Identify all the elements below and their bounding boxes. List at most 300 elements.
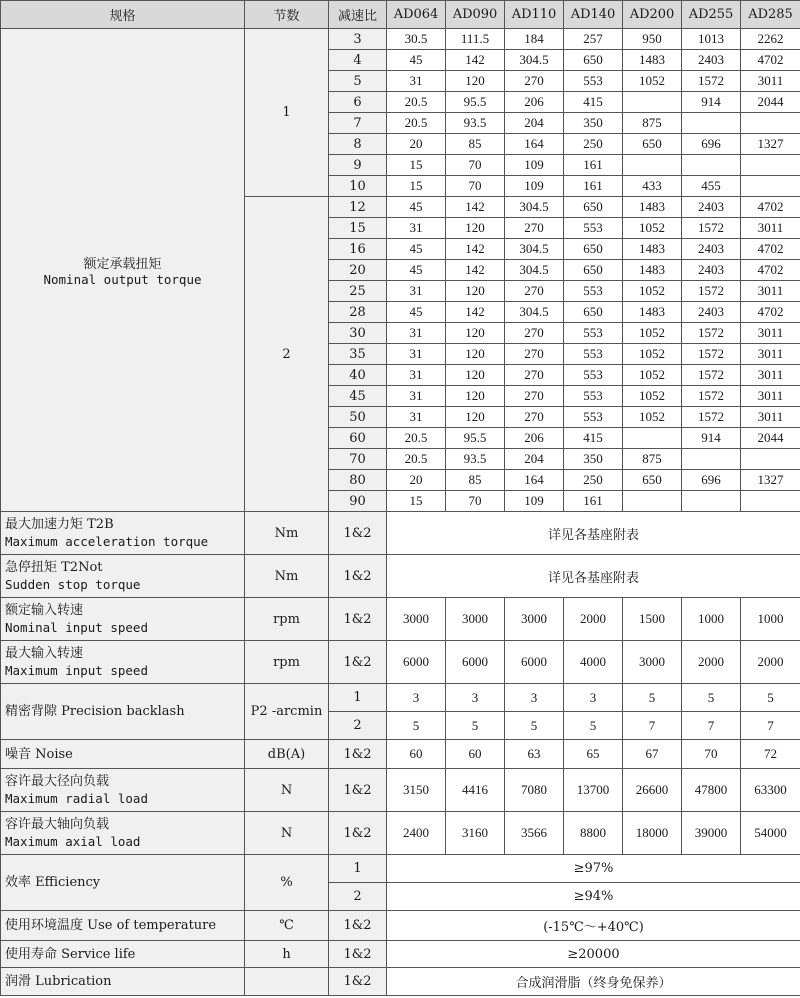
header-model: AD140 [564, 1, 623, 29]
nominal-speed-value: 1500 [623, 598, 682, 641]
torque-value: 204 [505, 449, 564, 470]
torque-value: 875 [623, 449, 682, 470]
torque-ratio: 12 [329, 197, 387, 218]
torque-value: 914 [682, 428, 741, 449]
torque-value: 45 [387, 260, 446, 281]
torque-value: 1052 [623, 407, 682, 428]
torque-value [741, 176, 800, 197]
nominal-speed-unit: rpm [245, 598, 329, 641]
nominal-speed-label-en: Nominal input speed [5, 620, 148, 635]
axial-load-unit: N [245, 812, 329, 855]
backlash-value: 3 [505, 684, 564, 712]
noise-value: 60 [446, 740, 505, 769]
nominal-speed-row [1, 598, 800, 641]
torque-value: 206 [505, 428, 564, 449]
torque-value: 1052 [623, 323, 682, 344]
nominal-speed-value: 1000 [682, 598, 741, 641]
service-life-label: 使用寿命 Service life [1, 941, 245, 968]
torque-value: 31 [387, 281, 446, 302]
radial-load-value: 26600 [623, 769, 682, 812]
torque-value: 257 [564, 29, 623, 50]
torque-value: 31 [387, 71, 446, 92]
torque-value: 553 [564, 365, 623, 386]
torque-value: 142 [446, 260, 505, 281]
lubrication-row [1, 968, 800, 996]
axial-load-value: 2400 [387, 812, 446, 855]
torque-ratio: 60 [329, 428, 387, 449]
noise-row [1, 740, 800, 769]
torque-value: 109 [505, 155, 564, 176]
torque-value: 433 [623, 176, 682, 197]
torque-ratio: 6 [329, 92, 387, 113]
axial-load-value: 8800 [564, 812, 623, 855]
torque-value: 1572 [682, 281, 741, 302]
torque-label-en: Nominal output torque [43, 272, 202, 287]
torque-value: 70 [446, 155, 505, 176]
torque-value: 650 [564, 260, 623, 281]
torque-value: 95.5 [446, 428, 505, 449]
torque-value: 875 [623, 113, 682, 134]
torque-value: 109 [505, 491, 564, 512]
radial-load-value: 7080 [505, 769, 564, 812]
torque-value: 31 [387, 365, 446, 386]
torque-value: 3011 [741, 218, 800, 239]
torque-value [682, 449, 741, 470]
torque-value: 304.5 [505, 50, 564, 71]
header-model: AD064 [387, 1, 446, 29]
torque-value: 93.5 [446, 449, 505, 470]
torque-ratio: 40 [329, 365, 387, 386]
noise-value: 63 [505, 740, 564, 769]
torque-value: 270 [505, 386, 564, 407]
header-stage: 节数 [245, 1, 329, 29]
torque-value: 120 [446, 407, 505, 428]
lubrication-stage: 1&2 [329, 968, 387, 996]
backlash-value: 5 [623, 684, 682, 712]
torque-value: 120 [446, 71, 505, 92]
torque-ratio: 70 [329, 449, 387, 470]
max-accel-stage: 1&2 [329, 512, 387, 555]
max-speed-value: 2000 [682, 641, 741, 684]
noise-unit: dB(A) [245, 740, 329, 769]
torque-value: 120 [446, 344, 505, 365]
max-speed-label-en: Maximum input speed [5, 663, 148, 678]
torque-value [682, 155, 741, 176]
max-accel-unit: Nm [245, 512, 329, 555]
torque-value: 2403 [682, 302, 741, 323]
nominal-speed-label [1, 598, 245, 641]
radial-load-row [1, 769, 800, 812]
backlash-value: 3 [387, 684, 446, 712]
torque-ratio: 45 [329, 386, 387, 407]
torque-value: 31 [387, 407, 446, 428]
max-speed-value: 6000 [387, 641, 446, 684]
torque-value: 85 [446, 470, 505, 491]
torque-value: 2044 [741, 92, 800, 113]
backlash-value: 3 [446, 684, 505, 712]
header-model: AD110 [505, 1, 564, 29]
axial-load-value: 18000 [623, 812, 682, 855]
nominal-speed-value: 3000 [446, 598, 505, 641]
lubrication-label: 润滑 Lubrication [1, 968, 245, 996]
efficiency-stage: 1 [329, 855, 387, 883]
torque-value: 270 [505, 323, 564, 344]
backlash-unit: P2 -arcmin [245, 684, 329, 740]
torque-value: 3011 [741, 344, 800, 365]
torque-value [741, 491, 800, 512]
torque-value: 30.5 [387, 29, 446, 50]
torque-value: 1483 [623, 239, 682, 260]
torque-value: 2403 [682, 50, 741, 71]
noise-value: 72 [741, 740, 800, 769]
torque-ratio: 10 [329, 176, 387, 197]
backlash-value: 5 [682, 684, 741, 712]
torque-value: 1052 [623, 281, 682, 302]
torque-value: 2403 [682, 239, 741, 260]
sudden-stop-label [1, 555, 245, 598]
torque-value: 1483 [623, 50, 682, 71]
header-model: AD200 [623, 1, 682, 29]
torque-value: 20.5 [387, 449, 446, 470]
torque-ratio: 20 [329, 260, 387, 281]
torque-value: 15 [387, 176, 446, 197]
torque-value: 650 [564, 239, 623, 260]
temperature-unit: ℃ [245, 911, 329, 941]
torque-stage: 1 [245, 29, 329, 197]
header-model: AD255 [682, 1, 741, 29]
torque-value: 1483 [623, 197, 682, 218]
torque-value: 1052 [623, 218, 682, 239]
torque-stage: 2 [245, 197, 329, 512]
axial-load-value: 3160 [446, 812, 505, 855]
efficiency-label: 效率 Efficiency [1, 855, 245, 911]
torque-value: 1327 [741, 470, 800, 491]
torque-value: 45 [387, 50, 446, 71]
torque-value: 270 [505, 71, 564, 92]
torque-value [623, 92, 682, 113]
torque-value: 3011 [741, 407, 800, 428]
torque-value: 120 [446, 365, 505, 386]
torque-value: 204 [505, 113, 564, 134]
max-speed-value: 4000 [564, 641, 623, 684]
torque-value: 4702 [741, 239, 800, 260]
nominal-speed-value: 3000 [505, 598, 564, 641]
torque-value: 553 [564, 407, 623, 428]
max-accel-label [1, 512, 245, 555]
axial-load-label [1, 812, 245, 855]
torque-value: 120 [446, 386, 505, 407]
max-accel-row [1, 512, 800, 555]
nominal-speed-value: 3000 [387, 598, 446, 641]
torque-value: 70 [446, 491, 505, 512]
torque-value: 1572 [682, 71, 741, 92]
radial-load-value: 3150 [387, 769, 446, 812]
backlash-stage: 2 [329, 712, 387, 740]
torque-ratio: 90 [329, 491, 387, 512]
torque-value: 161 [564, 491, 623, 512]
torque-value: 161 [564, 155, 623, 176]
torque-ratio: 25 [329, 281, 387, 302]
radial-load-unit: N [245, 769, 329, 812]
torque-value: 95.5 [446, 92, 505, 113]
axial-load-value: 39000 [682, 812, 741, 855]
torque-ratio: 5 [329, 71, 387, 92]
nominal-speed-value: 1000 [741, 598, 800, 641]
torque-value: 304.5 [505, 260, 564, 281]
torque-value [682, 491, 741, 512]
torque-value: 15 [387, 155, 446, 176]
torque-ratio: 30 [329, 323, 387, 344]
torque-ratio: 16 [329, 239, 387, 260]
torque-value: 270 [505, 218, 564, 239]
noise-value: 67 [623, 740, 682, 769]
max-speed-label-cn: 最大输入转速 [5, 646, 84, 661]
backlash-value: 7 [682, 712, 741, 740]
radial-load-label-cn: 容许最大径向负载 [5, 774, 110, 789]
radial-load-label-en: Maximum radial load [5, 791, 148, 806]
torque-value: 45 [387, 239, 446, 260]
lubrication-value: 合成润滑脂（终身免保养） [387, 968, 800, 996]
torque-value: 1052 [623, 71, 682, 92]
torque-value: 93.5 [446, 113, 505, 134]
torque-value: 1572 [682, 323, 741, 344]
temperature-label: 使用环境温度 Use of temperature [1, 911, 245, 941]
torque-value: 553 [564, 323, 623, 344]
radial-load-value: 4416 [446, 769, 505, 812]
torque-value: 164 [505, 470, 564, 491]
torque-value: 142 [446, 239, 505, 260]
torque-value: 206 [505, 92, 564, 113]
torque-value: 4702 [741, 197, 800, 218]
torque-value: 650 [564, 50, 623, 71]
radial-load-value: 13700 [564, 769, 623, 812]
torque-value: 20.5 [387, 92, 446, 113]
torque-value [682, 113, 741, 134]
torque-value: 3011 [741, 323, 800, 344]
torque-value: 1572 [682, 386, 741, 407]
torque-value: 553 [564, 281, 623, 302]
efficiency-row [1, 855, 800, 883]
torque-value: 15 [387, 491, 446, 512]
torque-ratio: 35 [329, 344, 387, 365]
noise-value: 70 [682, 740, 741, 769]
torque-value: 142 [446, 197, 505, 218]
torque-value [623, 491, 682, 512]
torque-value: 350 [564, 449, 623, 470]
efficiency-value: ≥97% [387, 855, 800, 883]
torque-value: 4702 [741, 50, 800, 71]
backlash-row [1, 684, 800, 712]
torque-value [741, 449, 800, 470]
service-life-value: ≥20000 [387, 941, 800, 968]
torque-value: 696 [682, 134, 741, 155]
service-life-stage: 1&2 [329, 941, 387, 968]
torque-value: 109 [505, 176, 564, 197]
torque-value: 2044 [741, 428, 800, 449]
header-ratio: 减速比 [329, 1, 387, 29]
torque-ratio: 50 [329, 407, 387, 428]
torque-value: 270 [505, 344, 564, 365]
sudden-stop-label-cn: 急停扭矩 T2Not [5, 560, 103, 575]
backlash-label: 精密背隙 Precision backlash [1, 684, 245, 740]
torque-value: 350 [564, 113, 623, 134]
torque-value: 2403 [682, 197, 741, 218]
axial-load-label-en: Maximum axial load [5, 834, 141, 849]
torque-value: 45 [387, 302, 446, 323]
torque-value: 120 [446, 218, 505, 239]
torque-row [1, 29, 800, 50]
torque-value: 2262 [741, 29, 800, 50]
temperature-row [1, 911, 800, 941]
radial-load-value: 63300 [741, 769, 800, 812]
torque-label [1, 29, 245, 512]
axial-load-label-cn: 容许最大轴向负载 [5, 817, 110, 832]
torque-value: 3011 [741, 365, 800, 386]
torque-value: 184 [505, 29, 564, 50]
torque-value: 161 [564, 176, 623, 197]
torque-value: 1327 [741, 134, 800, 155]
torque-value: 142 [446, 302, 505, 323]
torque-ratio: 9 [329, 155, 387, 176]
torque-value: 142 [446, 50, 505, 71]
torque-value: 304.5 [505, 197, 564, 218]
nominal-speed-stage: 1&2 [329, 598, 387, 641]
torque-value: 20 [387, 470, 446, 491]
torque-value: 415 [564, 92, 623, 113]
torque-value [741, 155, 800, 176]
torque-value: 70 [446, 176, 505, 197]
torque-value: 304.5 [505, 302, 564, 323]
nominal-speed-label-cn: 额定输入转速 [5, 603, 84, 618]
axial-load-stage: 1&2 [329, 812, 387, 855]
nominal-speed-value: 2000 [564, 598, 623, 641]
max-speed-row [1, 641, 800, 684]
torque-value: 31 [387, 323, 446, 344]
max-accel-value: 详见各基座附表 [387, 512, 800, 555]
torque-ratio: 15 [329, 218, 387, 239]
backlash-value: 5 [446, 712, 505, 740]
header-model: AD285 [741, 1, 800, 29]
axial-load-value: 54000 [741, 812, 800, 855]
torque-value: 2403 [682, 260, 741, 281]
max-speed-value: 3000 [623, 641, 682, 684]
torque-value: 650 [564, 302, 623, 323]
torque-value: 553 [564, 71, 623, 92]
torque-value: 250 [564, 470, 623, 491]
efficiency-stage: 2 [329, 883, 387, 911]
torque-value: 914 [682, 92, 741, 113]
torque-label-cn: 额定承载扭矩 [83, 257, 162, 272]
torque-value: 1052 [623, 344, 682, 365]
radial-load-stage: 1&2 [329, 769, 387, 812]
torque-value: 120 [446, 323, 505, 344]
efficiency-unit: % [245, 855, 329, 911]
torque-value: 304.5 [505, 239, 564, 260]
torque-value: 270 [505, 407, 564, 428]
lubrication-unit [245, 968, 329, 996]
torque-ratio: 28 [329, 302, 387, 323]
header-model: AD090 [446, 1, 505, 29]
max-speed-value: 6000 [505, 641, 564, 684]
torque-ratio: 8 [329, 134, 387, 155]
torque-value: 31 [387, 344, 446, 365]
max-speed-value: 6000 [446, 641, 505, 684]
torque-value: 1013 [682, 29, 741, 50]
torque-value: 1483 [623, 260, 682, 281]
backlash-value: 3 [564, 684, 623, 712]
torque-value: 1572 [682, 365, 741, 386]
backlash-value: 5 [741, 684, 800, 712]
torque-value: 553 [564, 344, 623, 365]
torque-value: 650 [623, 134, 682, 155]
torque-value: 950 [623, 29, 682, 50]
noise-label: 噪音 Noise [1, 740, 245, 769]
torque-value [623, 428, 682, 449]
torque-value: 415 [564, 428, 623, 449]
radial-load-value: 47800 [682, 769, 741, 812]
torque-value: 20.5 [387, 113, 446, 134]
torque-value [623, 155, 682, 176]
axial-load-value: 3566 [505, 812, 564, 855]
torque-value: 85 [446, 134, 505, 155]
sudden-stop-unit: Nm [245, 555, 329, 598]
max-speed-value: 2000 [741, 641, 800, 684]
torque-value: 1572 [682, 344, 741, 365]
torque-ratio: 80 [329, 470, 387, 491]
torque-value: 1483 [623, 302, 682, 323]
efficiency-value: ≥94% [387, 883, 800, 911]
backlash-value: 5 [564, 712, 623, 740]
torque-value: 1572 [682, 218, 741, 239]
torque-value: 120 [446, 281, 505, 302]
radial-load-label [1, 769, 245, 812]
torque-ratio: 7 [329, 113, 387, 134]
header-spec: 规格 [1, 1, 245, 29]
torque-value: 111.5 [446, 29, 505, 50]
torque-value: 650 [564, 197, 623, 218]
torque-value: 1052 [623, 365, 682, 386]
service-life-unit: h [245, 941, 329, 968]
temperature-stage: 1&2 [329, 911, 387, 941]
torque-value: 164 [505, 134, 564, 155]
torque-value: 455 [682, 176, 741, 197]
torque-value: 1052 [623, 386, 682, 407]
torque-ratio: 3 [329, 29, 387, 50]
torque-value: 20 [387, 134, 446, 155]
backlash-value: 5 [387, 712, 446, 740]
torque-value: 3011 [741, 281, 800, 302]
sudden-stop-stage: 1&2 [329, 555, 387, 598]
max-speed-label [1, 641, 245, 684]
torque-value: 1572 [682, 407, 741, 428]
backlash-stage: 1 [329, 684, 387, 712]
torque-value: 4702 [741, 302, 800, 323]
backlash-value: 7 [741, 712, 800, 740]
torque-value: 45 [387, 197, 446, 218]
torque-value: 3011 [741, 386, 800, 407]
max-accel-label-en: Maximum acceleration torque [5, 534, 209, 549]
backlash-value: 5 [505, 712, 564, 740]
sudden-stop-row [1, 555, 800, 598]
torque-value: 250 [564, 134, 623, 155]
torque-value: 31 [387, 386, 446, 407]
torque-value: 650 [623, 470, 682, 491]
torque-value: 696 [682, 470, 741, 491]
torque-value [741, 113, 800, 134]
noise-value: 65 [564, 740, 623, 769]
axial-load-row [1, 812, 800, 855]
backlash-value: 7 [623, 712, 682, 740]
